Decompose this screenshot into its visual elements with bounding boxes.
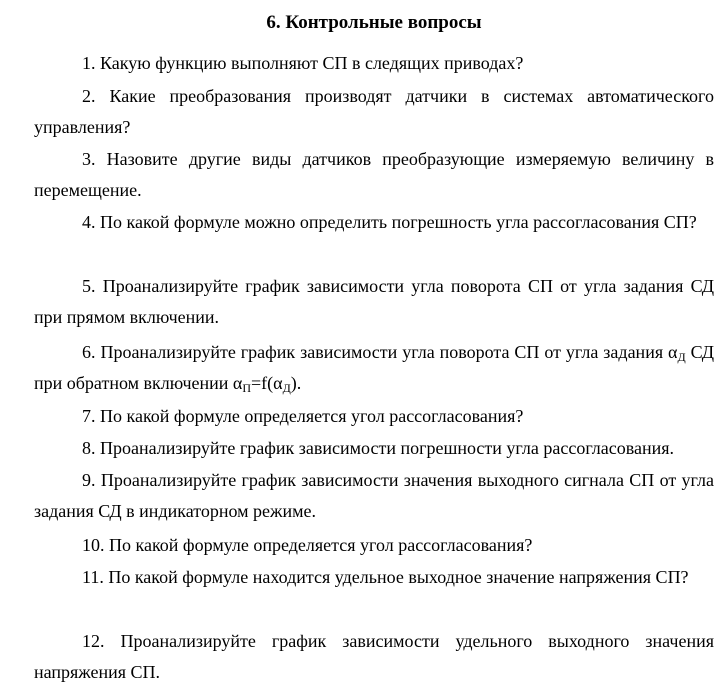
question-6-part-c: =f(α xyxy=(251,373,283,393)
question-5: 5. Проанализируйте график зависимости угла поворота СП от угла задания СД при прямом включении. xyxy=(34,276,714,327)
question-1: 1. Какую функцию выполняют СП в следящих приводах? xyxy=(82,53,524,73)
question-4: 4. По какой формуле можно определить погрешность угла рассогласования СП? xyxy=(82,212,697,232)
question-8: 8. Проанализируйте график зависимости погрешности угла рассогласования. xyxy=(82,438,675,458)
question-6-sub-b: П xyxy=(242,381,252,395)
section-heading: 6. Контрольные вопросы xyxy=(266,12,482,33)
question-12: 12. Проанализируйте график зависимости удельного выходного значения напряжения СП. xyxy=(34,631,714,682)
question-11: 11. По какой формуле находится удельное выходное значение напряжения СП? xyxy=(82,567,689,587)
question-6-part-d: ). xyxy=(290,373,302,393)
question-2: 2. Какие преобразования производят датчики в системах автоматического управления? xyxy=(34,86,714,137)
question-3: 3. Назовите другие виды датчиков преобразующие измеряемую величину в перемещение. xyxy=(34,149,714,200)
question-9: 9. Проанализируйте график зависимости значения выходного сигнала СП от угла задания СД в индикаторном режиме. xyxy=(34,470,714,521)
question-6-part-a: 6. Проанализируйте график зависимости угла поворота СП от угла задания α xyxy=(82,342,678,362)
question-7: 7. По какой формуле определяется угол рассогласования? xyxy=(82,406,524,426)
question-6 xyxy=(34,337,714,399)
question-10: 10. По какой формуле определяется угол рассогласования? xyxy=(82,535,533,555)
question-6-part-b: СД при обратном включении α xyxy=(34,342,715,393)
question-6-sub-c: Д xyxy=(282,381,291,395)
question-6-sub-a: Д xyxy=(677,350,686,364)
